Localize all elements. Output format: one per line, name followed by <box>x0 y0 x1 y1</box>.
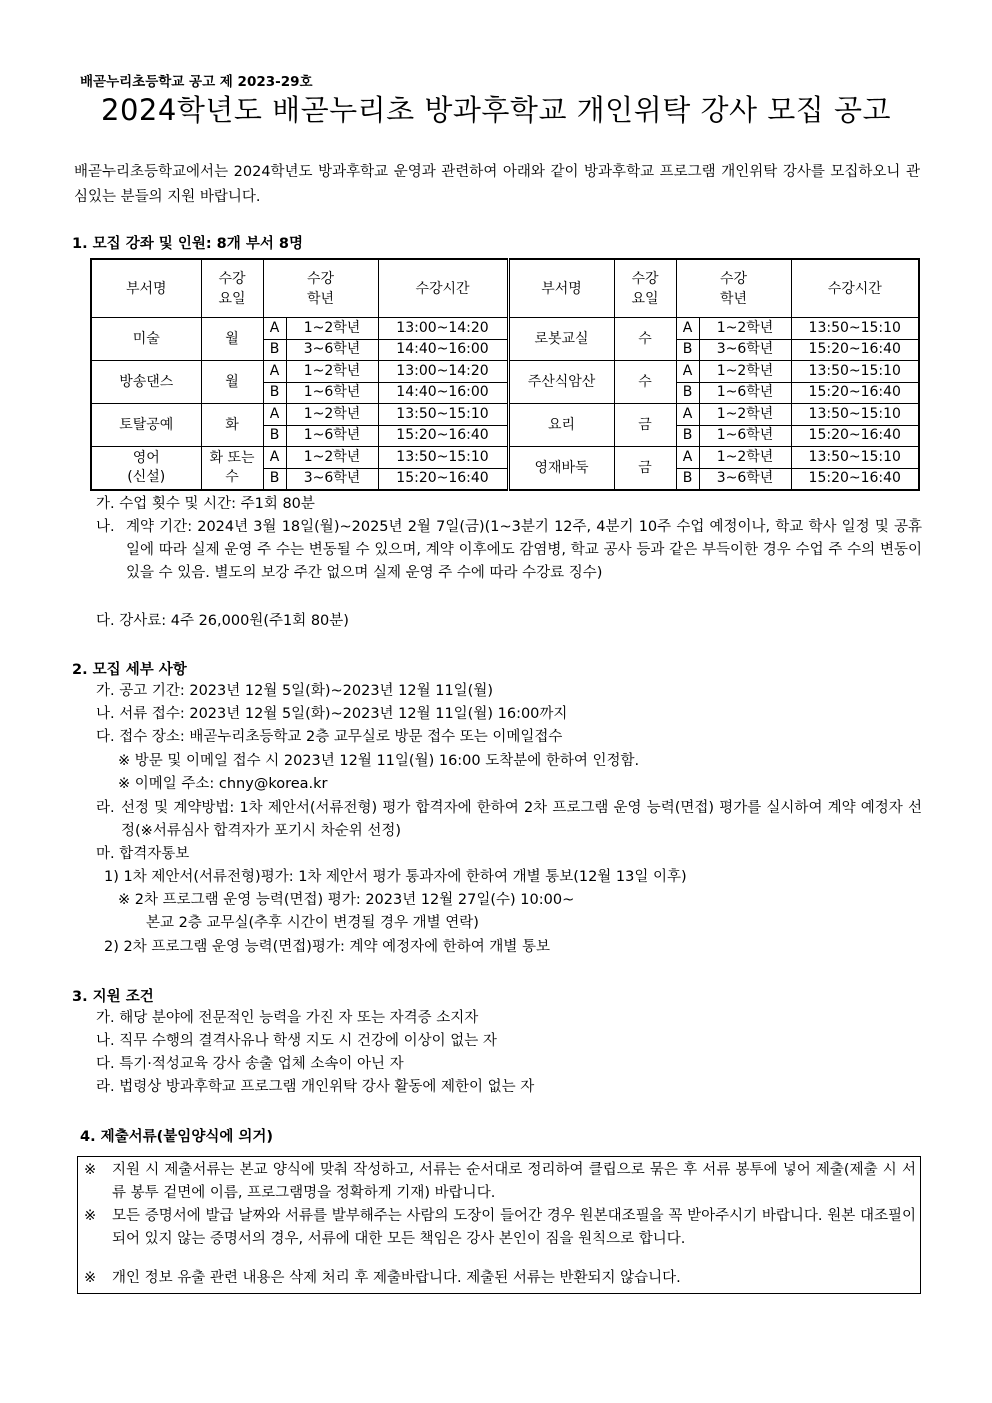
time-cell: 14:40~16:00 <box>378 382 508 404</box>
notice-number: 배곧누리초등학교 공고 제 2023-29호 <box>80 74 313 90</box>
grade-cell: 1~2학년 <box>286 318 378 340</box>
col-header-time-right: 수강시간 <box>791 259 919 318</box>
s2-item-na: 나. 서류 접수: 2023년 12월 5일(화)~2023년 12월 11일(월) 16:00까지 <box>96 706 568 722</box>
grade-cell: 1~6학년 <box>699 425 791 447</box>
group-cell: B <box>676 425 699 447</box>
grade-cell: 1~6학년 <box>699 382 791 404</box>
grade-cell: 1~6학년 <box>286 382 378 404</box>
table-header-row <box>91 259 919 318</box>
s1-item-da: 다. 강사료: 4주 26,000원(주1회 80분) <box>96 613 349 629</box>
s1-item-na: 나. 계약 기간: 2024년 3월 18일(월)~2025년 2월 7일(금)(1~3분기 12주, 4분기 10주 수업 예정이나, 학교 학사 일정 및 공휴일에 따라 실제 운영 주 수는 변동될 수 있으며, 계약 이후에도 감염병, 학교 공사 등과 같은 부득이한 경우 수업 주 수의 변동이 있을 수 있음. 별도의 보강 주간 없으며 실제 운영 주 수에 따라 수강료 징수) <box>96 519 922 581</box>
s2-item-da: 다. 접수 장소: 배곧누리초등학교 2층 교무실로 방문 접수 또는 이메일접수 <box>96 729 563 745</box>
intro-paragraph: 배곧누리초등학교에서는 2024학년도 방과후학교 운영과 관련하여 아래와 같이 방과후학교 프로그램 개인위탁 강사를 모집하오니 관심있는 분들의 지원 바랍니다. <box>74 164 920 205</box>
s2-ma-note1: ※ 2차 프로그램 운영 능력(면접) 평가: 2023년 12월 27일(수) 10:00~ <box>118 892 575 908</box>
grade-cell: 1~2학년 <box>699 318 791 340</box>
dept-cell: 주산식암산 <box>508 361 614 404</box>
time-cell: 13:50~15:10 <box>791 404 919 426</box>
section1-heading: 1. 모집 강좌 및 인원: 8개 부서 8명 <box>72 236 303 252</box>
dept-cell: 토탈공예 <box>91 404 201 447</box>
col-header-dept-right: 부서명 <box>508 259 614 318</box>
grade-cell: 1~2학년 <box>286 361 378 383</box>
course-table <box>90 258 920 491</box>
group-cell: A <box>263 361 286 383</box>
table-row <box>91 404 919 426</box>
time-cell: 13:00~14:20 <box>378 361 508 383</box>
time-cell: 15:20~16:40 <box>791 425 919 447</box>
time-cell: 15:20~16:40 <box>791 468 919 490</box>
day-cell: 화 <box>201 404 263 447</box>
col-header-dept: 부서명 <box>91 259 201 318</box>
section3-heading: 3. 지원 조건 <box>72 989 154 1005</box>
grade-cell: 1~6학년 <box>286 425 378 447</box>
group-cell: B <box>263 382 286 404</box>
time-cell: 13:50~15:10 <box>791 318 919 340</box>
dept-cell: 로봇교실 <box>508 318 614 361</box>
time-cell: 13:00~14:20 <box>378 318 508 340</box>
s1-item-ga: 가. 수업 횟수 및 시간: 주1회 80분 <box>96 496 315 512</box>
time-cell: 15:20~16:40 <box>791 339 919 361</box>
dept-cell: 방송댄스 <box>91 361 201 404</box>
s2-ma-2: 2) 2차 프로그램 운영 능력(면접)평가: 계약 예정자에 한하여 개별 통보 <box>104 939 550 955</box>
group-cell: A <box>263 447 286 469</box>
submission-note: ※ 모든 증명서에 발급 날짜와 서류를 발부해주는 사람의 도장이 들어간 경우 원본대조필을 꼭 받아주시기 바랍니다. 원본 대조필이 되어 있지 않는 증명서의 경우, 서류에 대한 모든 책임은 강사 본인이 짐을 원칙으로 합니다. <box>84 1208 916 1247</box>
s2-da-note2: ※ 이메일 주소: chny@korea.kr <box>118 776 328 792</box>
day-cell: 화 또는 수 <box>201 447 263 491</box>
time-cell: 13:50~15:10 <box>791 361 919 383</box>
grade-cell: 3~6학년 <box>699 468 791 490</box>
group-cell: B <box>263 425 286 447</box>
col-header-day-right: 수강 요일 <box>614 259 676 318</box>
day-cell: 수 <box>614 361 676 404</box>
grade-cell: 1~2학년 <box>286 404 378 426</box>
submission-note: ※ 지원 시 제출서류는 본교 양식에 맞춰 작성하고, 서류는 순서대로 정리하여 클립으로 묶은 후 서류 봉투에 넣어 제출(제출 시 서류 봉투 겉면에 이름, 프로그램명을 정확하게 기재) 바랍니다. <box>84 1162 916 1201</box>
page-title: 2024학년도 배곧누리초 방과후학교 개인위탁 강사 모집 공고 <box>101 93 891 127</box>
time-cell: 14:40~16:00 <box>378 339 508 361</box>
section2-heading: 2. 모집 세부 사항 <box>72 662 187 678</box>
table-row <box>91 361 919 383</box>
dept-cell: 영어 (신설) <box>91 447 201 491</box>
s3-item-ga: 가. 해당 분야에 전문적인 능력을 가진 자 또는 자격증 소지자 <box>96 1010 479 1026</box>
group-cell: B <box>676 468 699 490</box>
group-cell: B <box>263 339 286 361</box>
time-cell: 13:50~15:10 <box>791 447 919 469</box>
grade-cell: 3~6학년 <box>699 339 791 361</box>
s2-da-note1: ※ 방문 및 이메일 접수 시 2023년 12월 11일(월) 16:00 도착분에 한하여 인정함. <box>118 753 640 769</box>
group-cell: B <box>263 468 286 490</box>
table-row <box>91 318 919 340</box>
day-cell: 월 <box>201 318 263 361</box>
grade-cell: 1~2학년 <box>699 447 791 469</box>
time-cell: 13:50~15:10 <box>378 404 508 426</box>
dept-cell: 요리 <box>508 404 614 447</box>
col-header-grade-right: 수강 학년 <box>676 259 791 318</box>
col-header-day: 수강 요일 <box>201 259 263 318</box>
s2-ma-1: 1) 1차 제안서(서류전형)평가: 1차 제안서 평가 통과자에 한하여 개별 통보(12월 13일 이후) <box>104 869 687 885</box>
group-cell: A <box>676 447 699 469</box>
time-cell: 13:50~15:10 <box>378 447 508 469</box>
group-cell: A <box>263 404 286 426</box>
time-cell: 15:20~16:40 <box>378 425 508 447</box>
group-cell: A <box>676 404 699 426</box>
s3-item-ra: 라. 법령상 방과후학교 프로그램 개인위탁 강사 활동에 제한이 없는 자 <box>96 1079 535 1095</box>
day-cell: 금 <box>614 404 676 447</box>
submission-note: ※ 개인 정보 유출 관련 내용은 삭제 처리 후 제출바랍니다. 제출된 서류는 반환되지 않습니다. <box>84 1270 681 1286</box>
group-cell: A <box>676 361 699 383</box>
group-cell: B <box>676 382 699 404</box>
grade-cell: 3~6학년 <box>286 339 378 361</box>
dept-cell: 영재바둑 <box>508 447 614 491</box>
s2-item-ga: 가. 공고 기간: 2023년 12월 5일(화)~2023년 12월 11일(월) <box>96 683 494 699</box>
col-header-grade: 수강 학년 <box>263 259 378 318</box>
grade-cell: 1~2학년 <box>699 404 791 426</box>
section4-heading: 4. 제출서류(붙임양식에 의거) <box>80 1129 274 1145</box>
s3-item-na: 나. 직무 수행의 결격사유나 학생 지도 시 건강에 이상이 없는 자 <box>96 1033 497 1049</box>
group-cell: A <box>263 318 286 340</box>
col-header-time: 수강시간 <box>378 259 508 318</box>
s3-item-da: 다. 특기·적성교육 강사 송출 업체 소속이 아닌 자 <box>96 1056 404 1072</box>
s2-item-ra: 라. 선정 및 계약방법: 1차 제안서(서류전형) 평가 합격자에 한하여 2차 프로그램 운영 능력(면접) 평가를 실시하여 계약 예정자 선정(※서류심사 합격자가 포기시 차순위 선정) <box>96 800 922 839</box>
grade-cell: 1~2학년 <box>699 361 791 383</box>
day-cell: 수 <box>614 318 676 361</box>
submission-notes-box <box>77 1156 921 1294</box>
day-cell: 금 <box>614 447 676 491</box>
day-cell: 월 <box>201 361 263 404</box>
time-cell: 15:20~16:40 <box>791 382 919 404</box>
s2-item-ma: 마. 합격자통보 <box>96 846 190 862</box>
dept-cell: 미술 <box>91 318 201 361</box>
s2-ma-note2: 본교 2층 교무실(추후 시간이 변경될 경우 개별 연락) <box>146 915 479 931</box>
table-row <box>91 447 919 469</box>
grade-cell: 1~2학년 <box>286 447 378 469</box>
time-cell: 15:20~16:40 <box>378 468 508 490</box>
group-cell: A <box>676 318 699 340</box>
grade-cell: 3~6학년 <box>286 468 378 490</box>
group-cell: B <box>676 339 699 361</box>
